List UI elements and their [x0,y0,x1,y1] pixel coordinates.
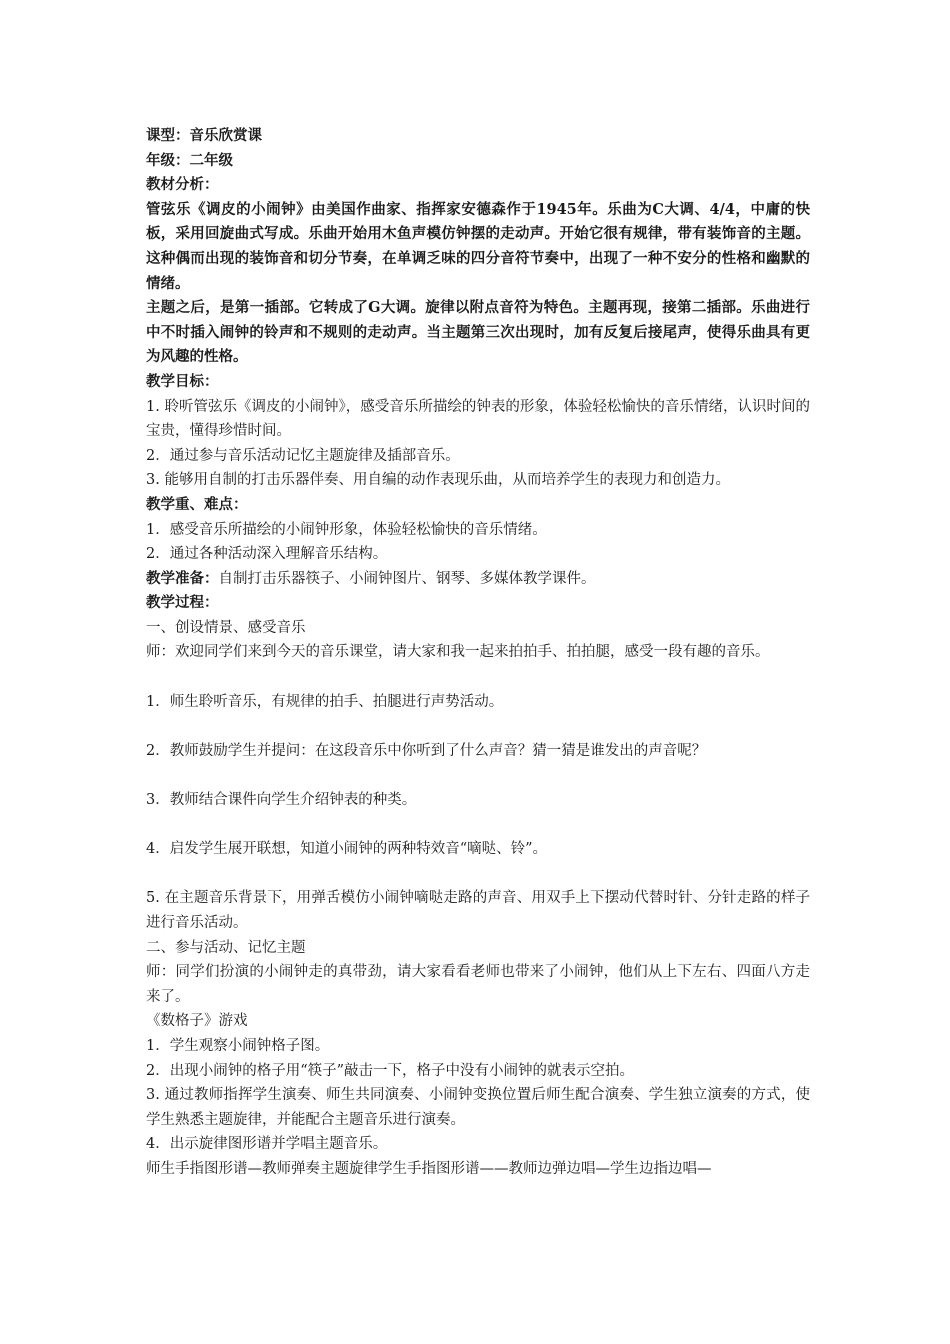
key-point-item-1: 1．感受音乐所描绘的小闹钟形象，体验轻松愉快的音乐情绪。 [146,521,547,538]
goal-item-1: 1. 聆听管弦乐《调皮的小闹钟》，感受音乐所描绘的钟表的形象，体验轻松愉快的音乐情绪，认识时间的宝贵，懂得珍惜时间。 [146,398,810,440]
section-2-intro: 师：同学们扮演的小闹钟走的真带劲，请大家看看老师也带来了小闹钟，他们从上下左右、四面八方走来了。 [146,964,810,1005]
goal-item-3: 3. 能够用自制的打击乐器伴奏、用自编的动作表现乐曲，从而培养学生的表现力和创造力。 [146,472,730,489]
analysis-heading: 教材分析： [146,176,219,194]
section-1-intro: 师：欢迎同学们来到今天的音乐课堂，请大家和我一起来拍拍手、拍拍腿，感受一段有趣的音乐。 [146,644,770,661]
section-1-step-4: 4．启发学生展开联想，知道小闹钟的两种特效音“嘀哒、铃”。 [146,841,548,858]
section-2-game: 《数格子》游戏 [146,1013,248,1030]
section-2-step-4: 4．出示旋律图形谱并学唱主题音乐。 [146,1136,388,1153]
section-1-step-1: 1．师生聆听音乐，有规律的拍手、拍腿进行声势活动。 [146,693,504,710]
preparation-line [146,567,810,592]
analysis-paragraph-2: 主题之后，是第一插部。它转成了G大调。旋律以附点音符为特色。主题再现，接第二插部。乐曲进行中不时插入闹钟的铃声和不规则的走动声。当主题第三次出现时，加有反复后接尾声，使得乐曲具有更为风趣的性格。 [146,299,810,366]
grade: 年级：二年级 [146,151,233,169]
section-2-step-2: 2．出现小闹钟的格子用“筷子”敲击一下，格子中没有小闹钟的就表示空拍。 [146,1062,635,1079]
section-1-step-3: 3．教师结合课件向学生介绍钟表的种类。 [146,792,417,809]
process-heading: 教学过程： [146,594,219,612]
goal-item-2: 2．通过参与音乐活动记忆主题旋律及插部音乐。 [146,447,460,464]
section-2-title: 二、参与活动、记忆主题 [146,939,306,956]
spacer [146,763,810,788]
key-point-item-2: 2．通过各种活动深入理解音乐结构。 [146,546,388,563]
section-2-step-3: 3. 通过教师指挥学生演奏、师生共同演奏、小闹钟变换位置后师生配合演奏、学生独立演奏的方式，使学生熟悉主题旋律，并能配合主题音乐进行演奏。 [146,1087,810,1128]
section-2-step-1: 1．学生观察小闹钟格子图。 [146,1037,330,1054]
section-1-step-2: 2．教师鼓励学生并提问：在这段音乐中你听到了什么声音？猜一猜是谁发出的声音呢？ [146,742,707,759]
document-page [146,124,810,1182]
analysis-paragraph-1: 管弦乐《调皮的小闹钟》由美国作曲家、指挥家安德森作于1945年。乐曲为C大调、4/4，中庸的快板，采用回旋曲式写成。乐曲开始用木鱼声模仿钟摆的走动声。开始它很有规律，带有装饰音的主题。这种偶而出现的装饰音和切分节奏，在单调乏味的四分音符节奏中，出现了一种不安分的性格和幽默的情绪。 [146,200,810,292]
spacer [146,862,810,887]
key-points-heading: 教学重、难点： [146,495,248,513]
preparation-text: 自制打击乐器筷子、小闹钟图片、钢琴、多媒体教学课件。 [218,570,596,587]
section-1-step-5: 5. 在主题音乐背景下，用弹舌模仿小闹钟嘀哒走路的声音、用双手上下摆动代替时针、分针走路的样子进行音乐活动。 [146,890,810,931]
spacer [146,714,810,739]
spacer [146,665,810,690]
section-1-title: 一、创设情景、感受音乐 [146,619,306,636]
section-2-last-line: 师生手指图形谱—教师弹奏主题旋律学生手指图形谱——教师边弹边唱—学生边指边唱— [146,1160,712,1177]
course-type: 课型：音乐欣赏课 [146,127,262,144]
goals-heading: 教学目标： [146,372,219,390]
preparation-label: 教学准备： [146,569,219,587]
spacer [146,813,810,838]
